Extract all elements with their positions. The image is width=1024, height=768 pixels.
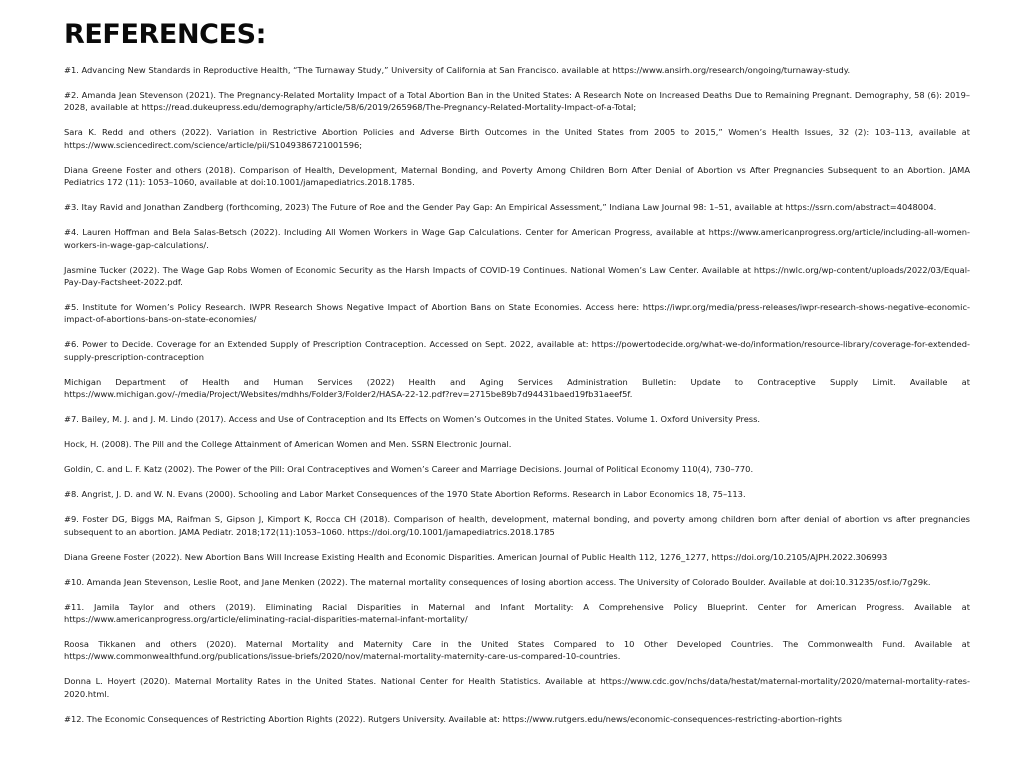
references-list — [64, 64, 970, 725]
reference-item: #12. The Economic Consequences of Restricting Abortion Rights (2022). Rutgers University. Available at: https://www.rutgers.edu/news/economic-consequences-restricting-abortion-rights — [64, 713, 842, 724]
reference-item: Roosa Tikkanen and others (2020). Maternal Mortality and Maternity Care in the United States Compared to 10 Other Developed Countries. The Commonwealth Fund. Available at https://www.commonwealthfund.org/publications/issue-briefs/2020/nov/maternal-mortality-maternity-care-us-compared-10-countries. — [64, 639, 970, 662]
reference-item: #6. Power to Decide. Coverage for an Extended Supply of Prescription Contraception. Accessed on Sept. 2022, available at: https://powertodecide.org/what-we-do/information/resource-library/coverage-for-extended-supply-prescription-contraception — [64, 339, 970, 362]
reference-item: #7. Bailey, M. J. and J. M. Lindo (2017). Access and Use of Contraception and Its Effects on Women’s Outcomes in the United States. Volume 1. Oxford University Press. — [64, 414, 761, 425]
reference-item: Hock, H. (2008). The Pill and the College Attainment of American Women and Men. SSRN Electronic Journal. — [64, 439, 512, 450]
reference-item: #8. Angrist, J. D. and W. N. Evans (2000). Schooling and Labor Market Consequences of the 1970 State Abortion Reforms. Research in Labor Economics 18, 75–113. — [64, 489, 746, 500]
reference-item: #9. Foster DG, Biggs MA, Raifman S, Gipson J, Kimport K, Rocca CH (2018). Comparison of health, development, maternal bonding, and poverty among children born after denial of abortion vs after pregnancies subsequent to an abortion. JAMA Pediatr. 2018;172(11):1053–1060. https://doi.org/10.1001/jamapediatrics.2018.1785 — [64, 514, 970, 537]
references-page — [64, 0, 970, 738]
reference-item: Michigan Department of Health and Human Services (2022) Health and Aging Services Administration Bulletin: Update to Contraceptive Supply Limit. Available at https://www.michigan.gov/-/media/Project/Websites/mdhhs/Folder3/Folder2/HASA-22-12.pdf?rev=2715be89b7d94431baed19fb31aeef5f. — [64, 376, 970, 400]
reference-item: Donna L. Hoyert (2020). Maternal Mortality Rates in the United States. National Center for Health Statistics. Available at https://www.cdc.gov/nchs/data/hestat/maternal-mortality/2020/maternal-mortality-rates-2020.html. — [64, 676, 970, 699]
reference-item: #5. Institute for Women’s Policy Research. IWPR Research Shows Negative Impact of Abortion Bans on State Economies. Access here: https://iwpr.org/media/press-releases/iwpr-research-shows-negative-economic-impact-of-abortions-bans-on-state-economies/ — [64, 302, 970, 325]
reference-item: #10. Amanda Jean Stevenson, Leslie Root, and Jane Menken (2022). The maternal mortality consequences of losing abortion access. The University of Colorado Boulder. Available at doi:10.31235/osf.io/7g29k. — [64, 576, 931, 587]
reference-item: #2. Amanda Jean Stevenson (2021). The Pregnancy-Related Mortality Impact of a Total Abortion Ban in the United States: A Research Note on Increased Deaths Due to Remaining Pregnant. Demography, 58 (6): 2019–2028, available at https://read.dukeupress.edu/demography/article/58/6/2019/265968/The-Pregnancy-Related-Mortality-Impact-of-a-Total; — [64, 90, 970, 113]
reference-item: #11. Jamila Taylor and others (2019). Eliminating Racial Disparities in Maternal and Infant Mortality: A Comprehensive Policy Blueprint. Center for American Progress. Available at https://www.americanprogress.org/article/eliminating-racial-disparities-maternal-infant-mortality/ — [64, 601, 970, 625]
reference-item: #1. Advancing New Standards in Reproductive Health, “The Turnaway Study,” University of California at San Francisco. available at https://www.ansirh.org/research/ongoing/turnaway-study. — [64, 65, 851, 75]
reference-item: #4. Lauren Hoffman and Bela Salas-Betsch (2022). Including All Women Workers in Wage Gap Calculations. Center for American Progress, available at https://www.americanprogress.org/article/including-all-women-workers-in-wage-gap-calculations/. — [64, 227, 970, 250]
page-title: REFERENCES: — [64, 19, 267, 50]
reference-item: Sara K. Redd and others (2022). Variation in Restrictive Abortion Policies and Adverse Birth Outcomes in the United States from 2005 to 2015,” Women’s Health Issues, 32 (2): 103–113, available at https://www.sciencedirect.com/science/article/pii/S1049386721001596; — [64, 127, 970, 150]
reference-item: #3. Itay Ravid and Jonathan Zandberg (forthcoming, 2023) The Future of Roe and the Gender Pay Gap: An Empirical Assessment,” Indiana Law Journal 98: 1–51, available at https://ssrn.com/abstract=4048004. — [64, 202, 937, 213]
reference-item: Goldin, C. and L. F. Katz (2002). The Power of the Pill: Oral Contraceptives and Women’s Career and Marriage Decisions. Journal of Political Economy 110(4), 730–770. — [64, 464, 754, 475]
reference-item: Diana Greene Foster (2022). New Abortion Bans Will Increase Existing Health and Economic Disparities. American Journal of Public Health 112, 1276_1277, https://doi.org/10.2105/AJPH.2022.306993 — [64, 551, 888, 562]
reference-item: Diana Greene Foster and others (2018). Comparison of Health, Development, Maternal Bonding, and Poverty Among Children Born After Denial of Abortion vs After Pregnancies Subsequent to an Abortion. JAMA Pediatrics 172 (11): 1053–1060, available at doi:10.1001/jamapediatrics.2018.1785. — [64, 164, 970, 188]
reference-item: Jasmine Tucker (2022). The Wage Gap Robs Women of Economic Security as the Harsh Impacts of COVID-19 Continues. National Women’s Law Center. Available at https://nwlc.org/wp-content/uploads/2022/03/Equal-Pay-Day-Factsheet-2022.pdf. — [64, 264, 970, 288]
